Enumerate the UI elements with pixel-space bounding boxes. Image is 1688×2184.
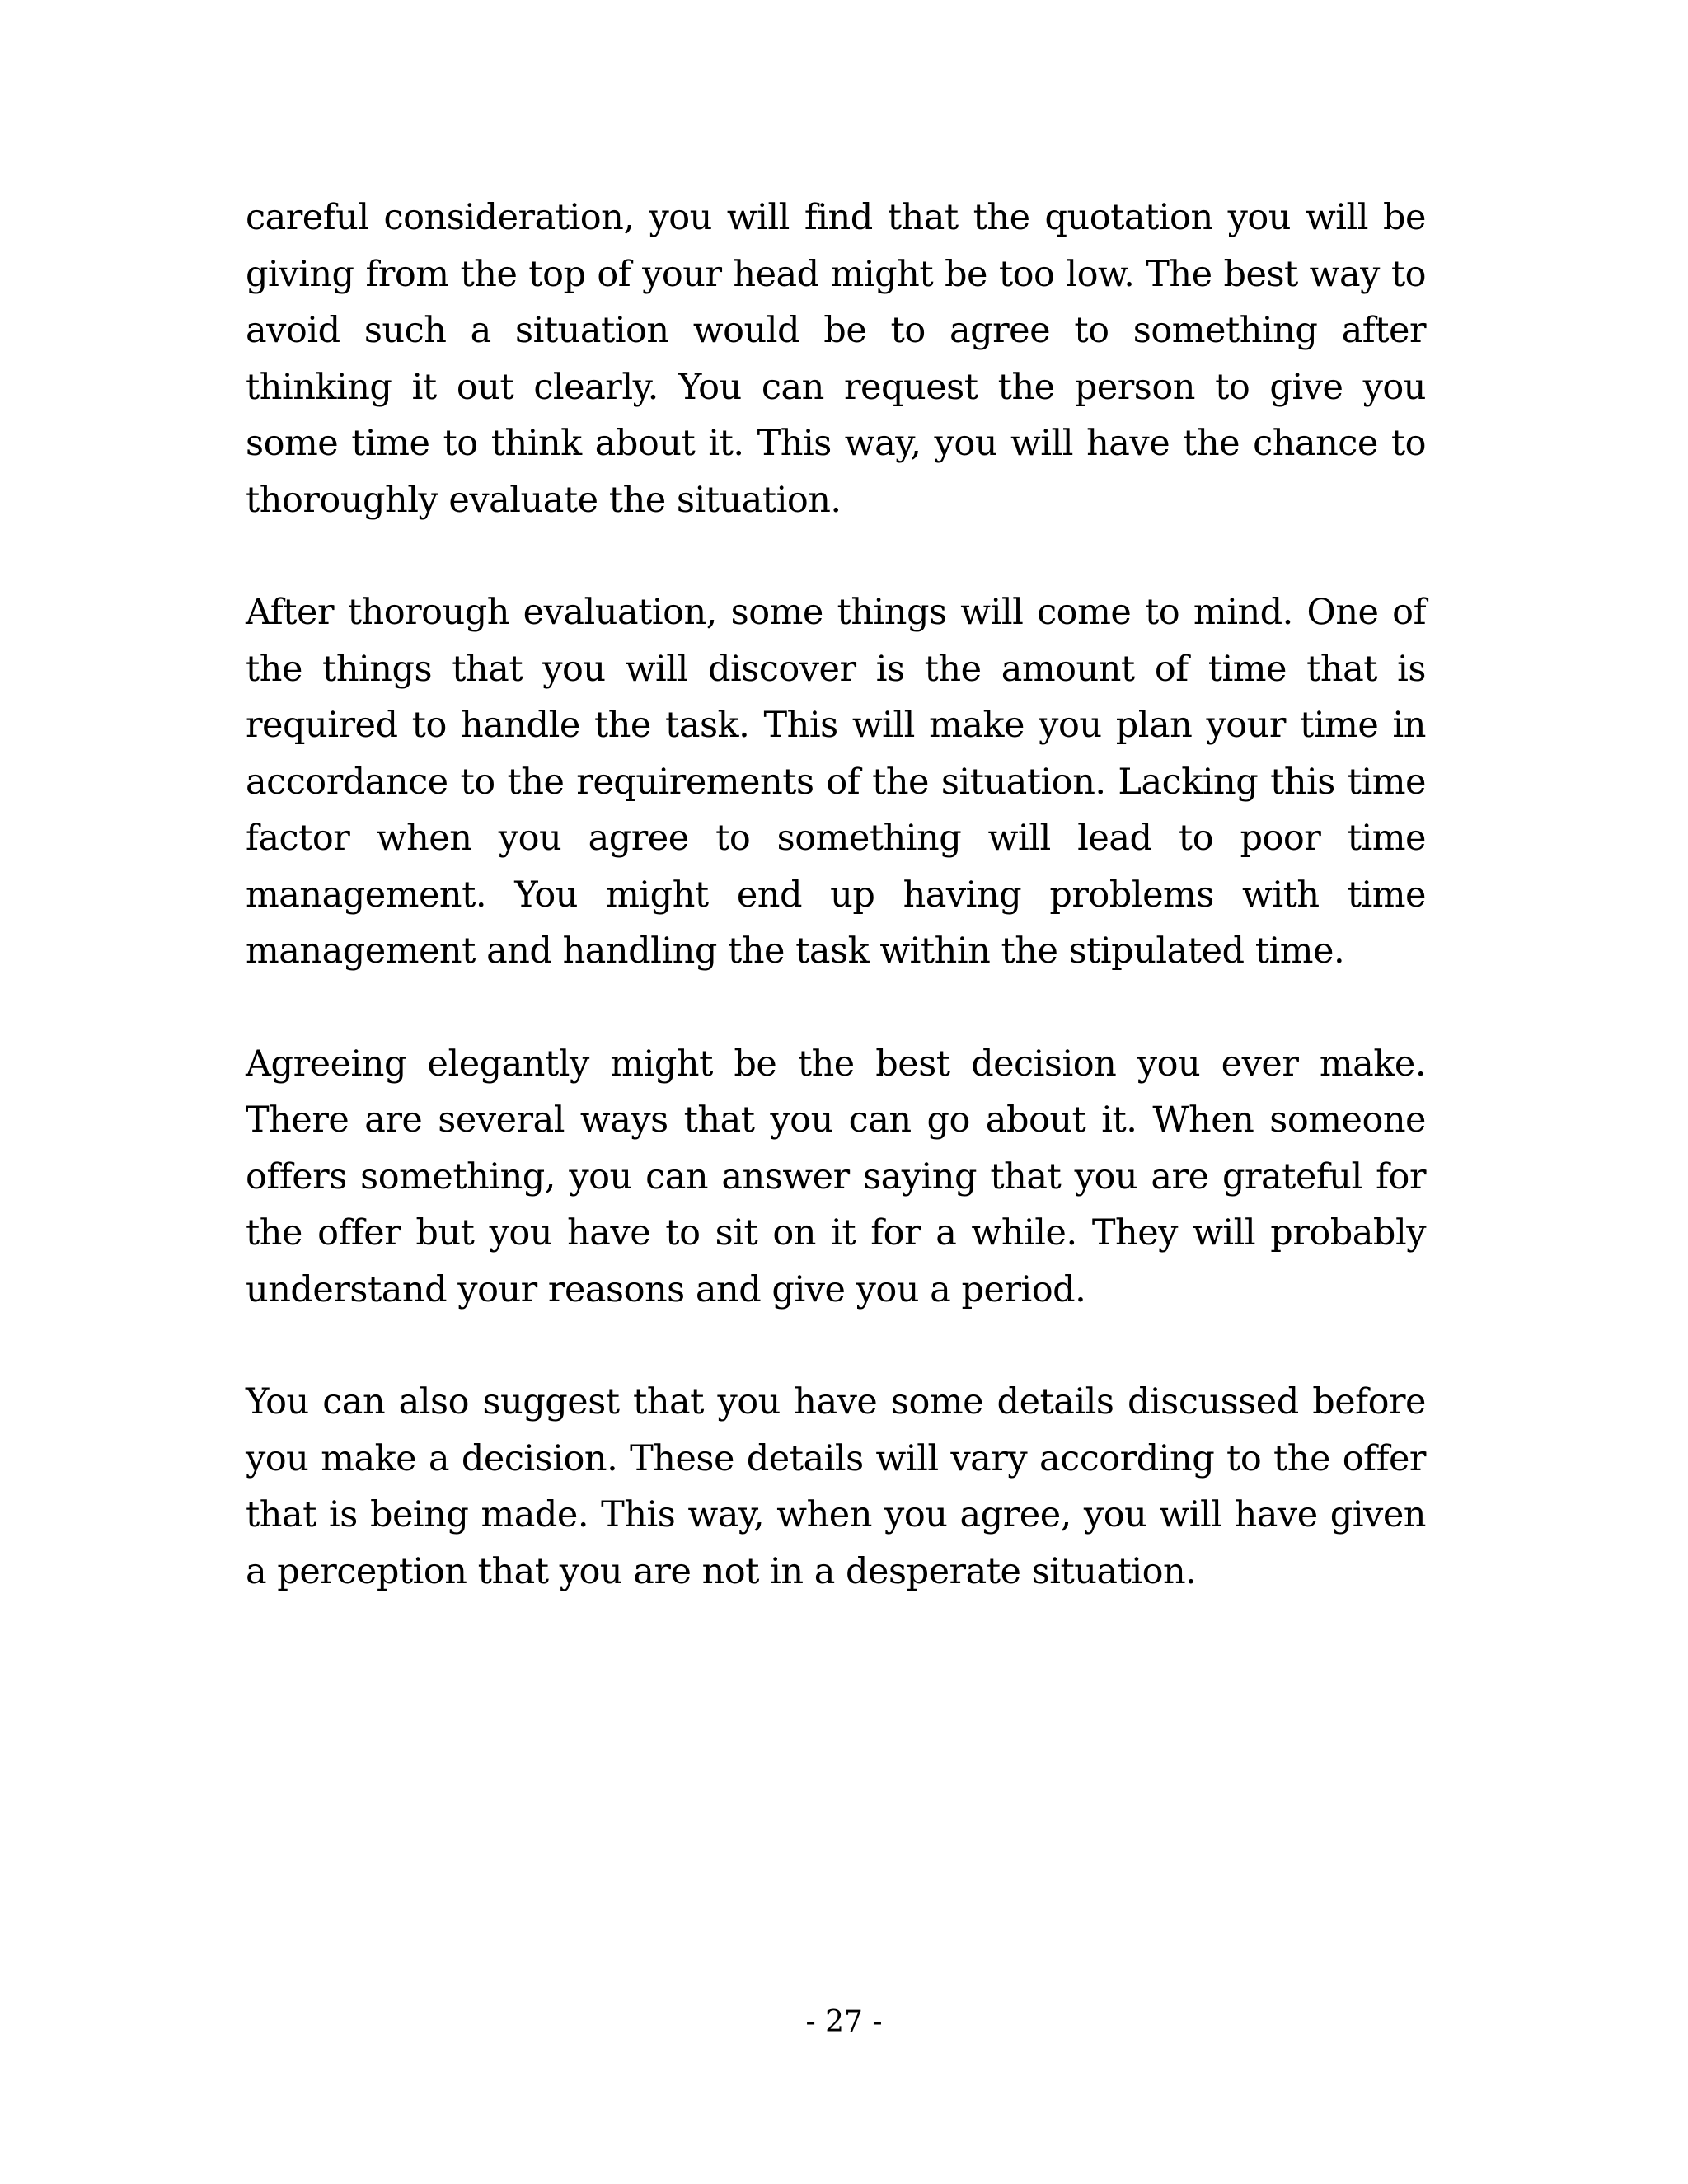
- paragraph-1: careful consideration, you will find that the quotation you will be giving from the top of your head might be too low. The best way to avoid such a situation would be to agree to something after thinking it out clearly. You can request the person to give you some time to think about it. This way, you will have the chance to thoroughly evaluate the situation.: [246, 197, 1426, 521]
- paragraph-3: Agreeing elegantly might be the best decision you ever make. There are several ways that you can go about it. When someone offers something, you can answer saying that you are grateful for the offer but you have to sit on it for a while. They will probably understand your reasons and give you a period.: [246, 1043, 1426, 1310]
- paragraph-4: You can also suggest that you have some details discussed before you make a decision. These details will vary according to the offer that is being made. This way, when you agree, you will have given a perception that you are not in a desperate situation.: [246, 1381, 1426, 1592]
- page-number: - 27 -: [805, 2005, 883, 2039]
- body-text: [246, 190, 1426, 1656]
- paragraph-2: After thorough evaluation, some things will come to mind. One of the things that you will discover is the amount of time that is required to handle the task. This will make you plan your time in accordance to the requirements of the situation. Lacking this time factor when you agree to something will lead to poor time management. You might end up having problems with time management and handling the task within the stipulated time.: [246, 592, 1426, 972]
